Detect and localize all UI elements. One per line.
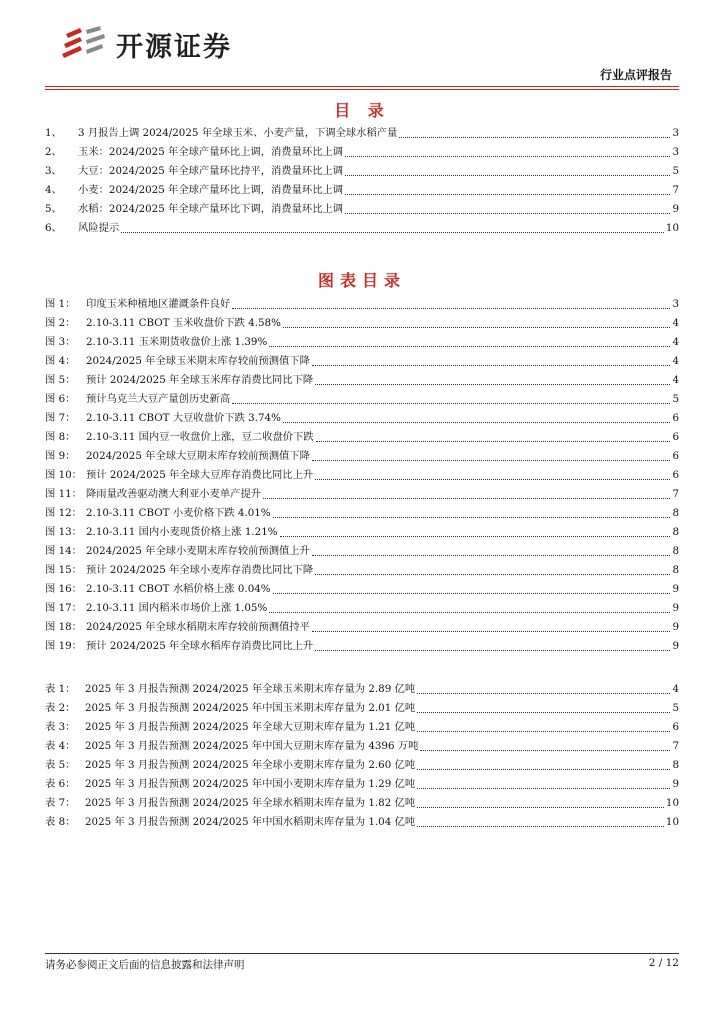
table-entry[interactable] <box>45 794 679 813</box>
dot-leader <box>417 712 670 713</box>
table-entry-title: 2025 年 3 月报告预测 2024/2025 年全球玉米期末库存量为 2.89 亿吨 <box>85 683 416 695</box>
figure-entry[interactable] <box>45 618 679 637</box>
table-entry-page: 7 <box>672 740 679 752</box>
figure-toc-list <box>45 295 679 656</box>
dot-leader <box>417 788 670 789</box>
figure-entry[interactable] <box>45 295 679 314</box>
dot-leader <box>315 574 670 575</box>
figure-entry-title: 预计 2024/2025 年全球小麦库存消费比同比下降 <box>86 564 314 576</box>
table-entry[interactable] <box>45 775 679 794</box>
figure-entry-page: 8 <box>672 526 679 538</box>
figure-entry-page: 4 <box>672 355 679 367</box>
figure-entry-number: 图 9： <box>45 450 76 462</box>
figure-entry[interactable] <box>45 485 679 504</box>
dot-leader <box>269 346 670 347</box>
toc-entry-page: 9 <box>672 203 679 215</box>
figure-entry-title: 预计 2024/2025 年全球大豆库存消费比同比上升 <box>86 469 314 481</box>
table-entry-number: 表 3： <box>45 721 76 733</box>
figure-entry-page: 5 <box>672 393 679 405</box>
toc-entry-page: 3 <box>672 127 679 139</box>
dot-leader <box>345 213 670 214</box>
toc-entry-title: 大豆：2024/2025 年全球产量环比持平，消费量环比上调 <box>78 165 344 177</box>
figure-entry-page: 6 <box>672 450 679 462</box>
figure-entry-title: 2024/2025 年全球玉米期末库存较前预测值下降 <box>86 355 310 367</box>
table-toc-list <box>45 680 679 832</box>
table-entry-page: 5 <box>672 702 679 714</box>
dot-leader <box>345 194 670 195</box>
figure-entry-number: 图 13： <box>45 526 82 538</box>
dot-leader <box>121 232 664 233</box>
toc-entry-title: 3 月报告上调 2024/2025 年全球玉米、小麦产量，下调全球水稻产量 <box>78 127 398 139</box>
dot-leader <box>232 403 670 404</box>
figures-toc-title: 图表目录 <box>317 271 406 290</box>
dot-leader <box>399 137 670 138</box>
dot-leader <box>316 441 671 442</box>
dot-leader <box>273 593 671 594</box>
figure-entry-page: 8 <box>672 507 679 519</box>
figure-entry-title: 2024/2025 年全球大豆期末库存较前预测值下降 <box>86 450 310 462</box>
figure-entry-page: 6 <box>672 431 679 443</box>
table-entry-number: 表 8： <box>45 816 76 828</box>
figure-entry[interactable] <box>45 466 679 485</box>
figure-entry-page: 9 <box>672 602 679 614</box>
table-entry-page: 10 <box>665 816 679 828</box>
figure-entry[interactable] <box>45 428 679 447</box>
table-entry-title: 2025 年 3 月报告预测 2024/2025 年中国小麦期末库存量为 1.29 亿吨 <box>85 778 416 790</box>
figure-entry-page: 4 <box>672 336 679 348</box>
dot-leader <box>420 750 670 751</box>
dot-leader <box>269 612 670 613</box>
toc-title: 目 录 <box>334 101 390 120</box>
table-entry[interactable] <box>45 737 679 756</box>
figure-entry-title: 2.10-3.11 国内豆一收盘价上涨，豆二收盘价下跌 <box>86 431 314 443</box>
dot-leader <box>417 693 670 694</box>
figure-entry-title: 2.10-3.11 CBOT 大豆收盘价下跌 3.74% <box>86 412 281 424</box>
figure-entry-number: 图 11： <box>45 488 82 500</box>
toc-entry-page: 5 <box>672 165 679 177</box>
header-rule-thin <box>45 89 679 90</box>
dot-leader <box>417 731 670 732</box>
dot-leader <box>312 555 671 556</box>
dot-leader <box>315 650 670 651</box>
table-entry-number: 表 2： <box>45 702 76 714</box>
dot-leader <box>273 517 671 518</box>
toc-entry-title: 玉米：2024/2025 年全球产量环比上调，消费量环比上调 <box>78 146 344 158</box>
toc-entry-number: 1、 <box>45 127 62 139</box>
toc-entry[interactable] <box>45 143 679 162</box>
toc-entry[interactable] <box>45 181 679 200</box>
toc-entry-number: 2、 <box>45 146 62 158</box>
toc-entry-page: 10 <box>665 222 679 234</box>
dot-leader <box>232 308 670 309</box>
logo-mark-icon <box>58 24 112 64</box>
figure-entry-number: 图 3： <box>45 336 76 348</box>
table-entry-title: 2025 年 3 月报告预测 2024/2025 年全球小麦期末库存量为 2.60 亿吨 <box>85 759 416 771</box>
table-entry-number: 表 5： <box>45 759 76 771</box>
table-entry-page: 9 <box>672 778 679 790</box>
table-entry-title: 2025 年 3 月报告预测 2024/2025 年全球水稻期末库存量为 1.82 亿吨 <box>85 797 416 809</box>
page-indicator: 2 / 12 <box>648 957 679 969</box>
table-entry-number: 表 6： <box>45 778 76 790</box>
figure-entry-number: 图 14： <box>45 545 82 557</box>
company-name: 开源证券 <box>116 31 232 63</box>
table-entry-title: 2025 年 3 月报告预测 2024/2025 年中国大豆期末库存量为 4396 万吨 <box>85 740 419 752</box>
dot-leader <box>312 365 671 366</box>
figure-entry-title: 预计 2024/2025 年全球玉米库存消费比同比下降 <box>86 374 314 386</box>
dot-leader <box>312 631 671 632</box>
dot-leader <box>283 422 671 423</box>
toc-entry-number: 6、 <box>45 222 62 234</box>
table-entry-page: 6 <box>672 721 679 733</box>
footer-rule <box>45 953 679 954</box>
table-entry-title: 2025 年 3 月报告预测 2024/2025 年全球大豆期末库存量为 1.21 亿吨 <box>85 721 416 733</box>
figure-entry-number: 图 18： <box>45 621 82 633</box>
figure-entry-page: 3 <box>672 298 679 310</box>
figure-entry-title: 印度玉米种植地区灌溉条件良好 <box>86 298 231 310</box>
toc-entry[interactable] <box>45 124 679 143</box>
table-entry-page: 8 <box>672 759 679 771</box>
company-logo <box>58 22 278 66</box>
toc-entry[interactable] <box>45 200 679 219</box>
figure-entry-page: 4 <box>672 317 679 329</box>
figure-entry-title: 预计 2024/2025 年全球水稻库存消费比同比上升 <box>86 640 314 652</box>
section-toc-list <box>45 124 679 238</box>
figure-entry-page: 9 <box>672 583 679 595</box>
footer-disclaimer: 请务必参阅正文后面的信息披露和法律声明 <box>45 959 245 971</box>
figure-entry[interactable] <box>45 409 679 428</box>
toc-entry-number: 5、 <box>45 203 62 215</box>
figure-entry[interactable] <box>45 390 679 409</box>
figure-entry-number: 图 5： <box>45 374 76 386</box>
toc-entry-title: 小麦：2024/2025 年全球产量环比上调，消费量环比上调 <box>78 184 344 196</box>
table-entry[interactable] <box>45 756 679 775</box>
toc-entry-number: 4、 <box>45 184 62 196</box>
figure-entry-page: 9 <box>672 640 679 652</box>
figure-entry-number: 图 1： <box>45 298 76 310</box>
figure-entry-title: 2.10-3.11 CBOT 玉米收盘价下跌 4.58% <box>86 317 281 329</box>
figure-entry[interactable] <box>45 333 679 352</box>
table-entry[interactable] <box>45 718 679 737</box>
figure-entry-number: 图 17： <box>45 602 82 614</box>
figure-entry[interactable] <box>45 371 679 390</box>
figure-entry[interactable] <box>45 580 679 599</box>
figure-entry-title: 预计乌克兰大豆产量创历史新高 <box>86 393 231 405</box>
figure-entry-page: 6 <box>672 469 679 481</box>
toc-entry[interactable] <box>45 219 679 238</box>
table-entry[interactable] <box>45 699 679 718</box>
toc-entry-title: 风险提示 <box>78 222 120 234</box>
dot-leader <box>283 327 671 328</box>
toc-entry-number: 3、 <box>45 165 62 177</box>
toc-entry-page: 3 <box>672 146 679 158</box>
dot-leader <box>263 498 670 499</box>
dot-leader <box>417 769 670 770</box>
figure-entry-page: 8 <box>672 545 679 557</box>
table-entry-number: 表 7： <box>45 797 76 809</box>
toc-entry-page: 7 <box>672 184 679 196</box>
table-entry-title: 2025 年 3 月报告预测 2024/2025 年中国玉米期末库存量为 2.01 亿吨 <box>85 702 416 714</box>
figure-entry-number: 图 16： <box>45 583 82 595</box>
figure-entry-number: 图 6： <box>45 393 76 405</box>
figure-entry-page: 9 <box>672 621 679 633</box>
dot-leader <box>417 807 664 808</box>
figure-entry-title: 2.10-3.11 国内稻米市场价上涨 1.05% <box>86 602 268 614</box>
figure-entry[interactable] <box>45 637 679 656</box>
table-entry-number: 表 1： <box>45 683 76 695</box>
figure-entry[interactable] <box>45 599 679 618</box>
toc-entry[interactable] <box>45 162 679 181</box>
figure-entry[interactable] <box>45 447 679 466</box>
figure-entry-title: 2024/2025 年全球小麦期末库存较前预测值上升 <box>86 545 310 557</box>
dot-leader <box>315 384 670 385</box>
header-rule <box>45 86 679 87</box>
table-entry[interactable] <box>45 813 679 832</box>
figure-entry-number: 图 19： <box>45 640 82 652</box>
figure-entry-number: 图 15： <box>45 564 82 576</box>
figure-entry-number: 图 7： <box>45 412 76 424</box>
figure-entry-title: 2024/2025 年全球水稻期末库存较前预测值持平 <box>86 621 310 633</box>
figure-entry-number: 图 2： <box>45 317 76 329</box>
figure-entry-page: 4 <box>672 374 679 386</box>
table-entry-number: 表 4： <box>45 740 76 752</box>
figure-entry[interactable] <box>45 352 679 371</box>
figure-entry[interactable] <box>45 542 679 561</box>
report-type-label: 行业点评报告 <box>599 68 672 82</box>
table-entry-page: 10 <box>665 797 679 809</box>
figure-entry[interactable] <box>45 314 679 333</box>
table-entry-title: 2025 年 3 月报告预测 2024/2025 年中国水稻期末库存量为 1.04 亿吨 <box>85 816 416 828</box>
figure-entry-title: 降雨量改善驱动澳大利亚小麦单产提升 <box>86 488 262 500</box>
toc-entry-title: 水稻：2024/2025 年全球产量环比下调，消费量环比上调 <box>78 203 344 215</box>
figure-entry-title: 2.10-3.11 玉米期货收盘价上涨 1.39% <box>86 336 268 348</box>
figure-entry-number: 图 8： <box>45 431 76 443</box>
figure-entry-title: 2.10-3.11 CBOT 小麦价格下跌 4.01% <box>86 507 271 519</box>
figure-entry-title: 2.10-3.11 国内小麦现货价格上涨 1.21% <box>86 526 278 538</box>
dot-leader <box>345 156 670 157</box>
table-entry[interactable] <box>45 680 679 699</box>
figure-entry[interactable] <box>45 504 679 523</box>
figure-entry-page: 8 <box>672 564 679 576</box>
figure-entry-page: 7 <box>672 488 679 500</box>
figure-entry[interactable] <box>45 523 679 542</box>
dot-leader <box>315 479 670 480</box>
figure-entry-number: 图 4： <box>45 355 76 367</box>
table-entry-page: 4 <box>672 683 679 695</box>
figure-entry-page: 6 <box>672 412 679 424</box>
figure-entry-number: 图 12： <box>45 507 82 519</box>
figure-entry[interactable] <box>45 561 679 580</box>
dot-leader <box>280 536 671 537</box>
figure-entry-number: 图 10： <box>45 469 82 481</box>
dot-leader <box>312 460 671 461</box>
figure-entry-title: 2.10-3.11 CBOT 水稻价格上涨 0.04% <box>86 583 271 595</box>
dot-leader <box>417 826 664 827</box>
dot-leader <box>345 175 670 176</box>
